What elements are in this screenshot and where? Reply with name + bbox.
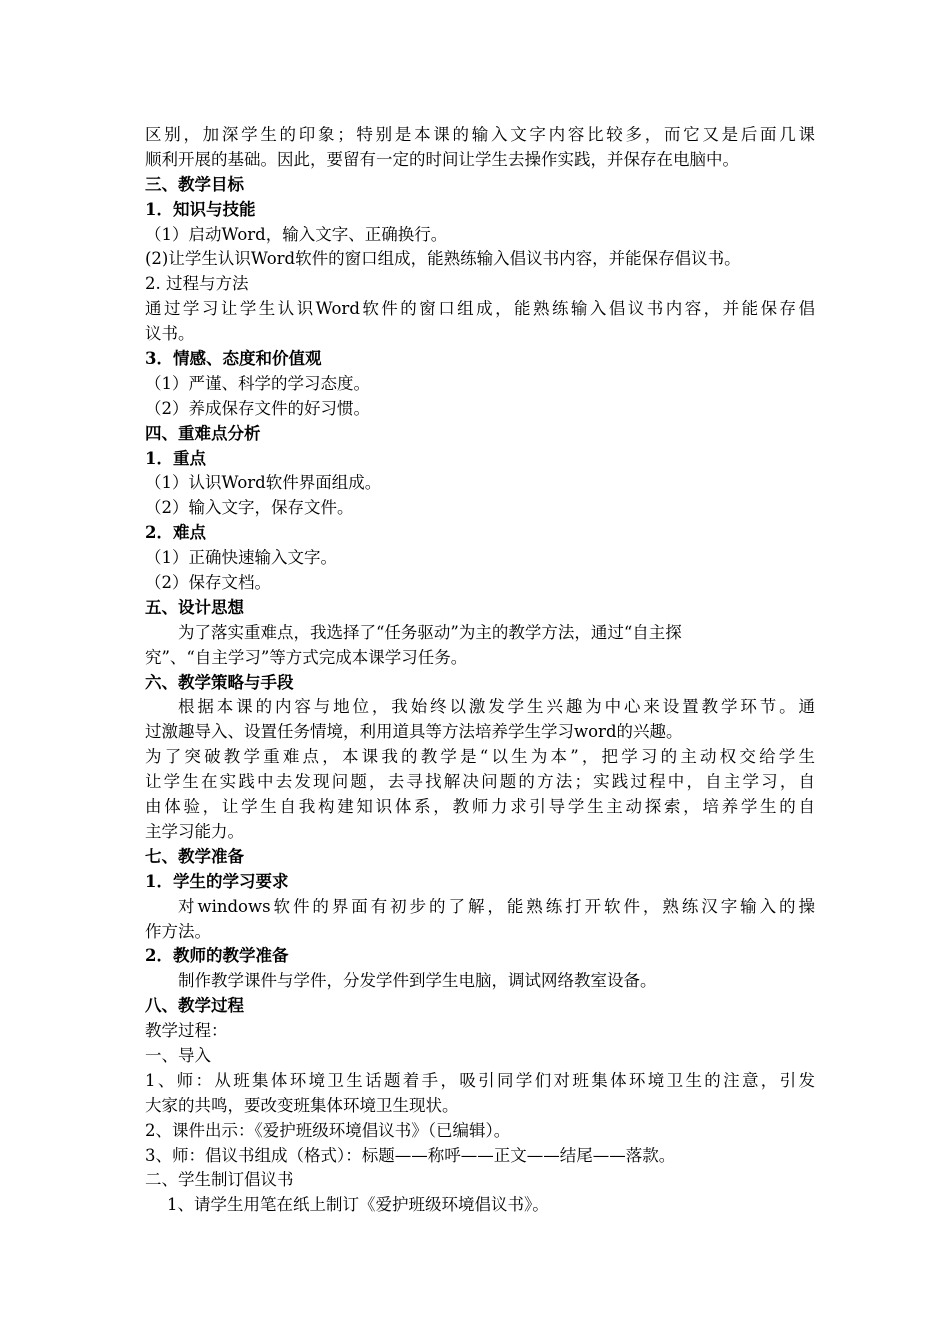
section-heading: 八、教学过程 [145,996,244,1016]
text-line: 究”、“自主学习”等方式完成本课学习任务。 [145,647,468,667]
text-line: 二、学生制订倡议书 [145,1170,294,1190]
text-line: 作方法。 [145,921,211,941]
text-line: 2、课件出示：《爱护班级环境倡议书》（已编辑）。 [145,1120,511,1140]
section-heading: 1．知识与技能 [145,199,256,219]
text-line: 1、师：从班集体环境卫生话题着手，吸引同学们对班集体环境卫生的注意，引发 [145,1070,815,1090]
text-line: 过激趣导入、设置任务情境，利用道具等方法培养学生学习word的兴趣。 [145,722,683,742]
text-line: 2. 过程与方法 [145,274,249,294]
text-line: 3、师：倡议书组成（格式）：标题——称呼——正文——结尾——落款。 [145,1145,676,1165]
text-line: 由体验，让学生自我构建知识体系，教师力求引导学生主动探索，培养学生的自 [145,797,815,817]
text-line: 顺利开展的基础。因此，要留有一定的时间让学生去操作实践，并保存在电脑中。 [145,149,739,169]
text-line: (2)让学生认识Word软件的窗口组成，能熟练输入倡议书内容，并能保存倡议书。 [145,249,741,269]
text-line: （1）严谨、科学的学习态度。 [145,373,370,393]
section-heading: 六、教学策略与手段 [145,672,294,692]
text-line: （2）输入文字，保存文件。 [145,498,354,518]
text-line: 让学生在实践中去发现问题，去寻找解决问题的方法；实践过程中，自主学习，自 [145,772,815,792]
text-line: 教学过程： [145,1021,228,1041]
text-line: 通过学习让学生认识Word软件的窗口组成，能熟练输入倡议书内容，并能保存倡 [145,299,815,319]
text-line: 为了落实重难点，我选择了“任务驱动”为主的教学方法，通过“自主探 [178,622,682,642]
text-line: 根据本课的内容与地位，我始终以激发学生兴趣为中心来设置教学环节。通 [178,697,815,717]
section-heading: 2．难点 [145,523,206,543]
text-line: 制作教学课件与学件，分发学件到学生电脑，调试网络教室设备。 [178,971,657,991]
section-heading: 三、教学目标 [145,174,244,194]
text-line: 对windows软件的界面有初步的了解，能熟练打开软件，熟练汉字输入的操 [178,896,815,916]
section-heading: 四、重难点分析 [145,423,261,443]
text-line: 大家的共鸣，要改变班集体环境卫生现状。 [145,1095,459,1115]
text-line: 1、请学生用笔在纸上制订《爱护班级环境倡议书》。 [167,1195,549,1215]
text-line: 议书。 [145,324,195,344]
section-heading: 1．重点 [145,448,206,468]
section-heading: 3．情感、态度和价值观 [145,349,322,369]
text-line: （2）保存文档。 [145,573,271,593]
text-line: 一、导入 [145,1045,211,1065]
text-line: （1）启动Word，输入文字、正确换行。 [145,224,448,244]
section-heading: 1．学生的学习要求 [145,871,289,891]
text-line: 为了突破教学重难点，本课我的教学是“以生为本”，把学习的主动权交给学生 [145,747,815,767]
section-heading: 七、教学准备 [145,846,244,866]
text-line: （2）养成保存文件的好习惯。 [145,398,370,418]
text-line: 主学习能力。 [145,821,244,841]
section-heading: 五、设计思想 [145,597,244,617]
text-line: 区别，加深学生的印象；特别是本课的输入文字内容比较多，而它又是后面几课 [145,125,815,144]
text-line: （1）认识Word软件界面组成。 [145,473,382,493]
section-heading: 2．教师的教学准备 [145,946,289,966]
document-body [145,123,815,1218]
text-line: （1）正确快速输入文字。 [145,548,337,568]
